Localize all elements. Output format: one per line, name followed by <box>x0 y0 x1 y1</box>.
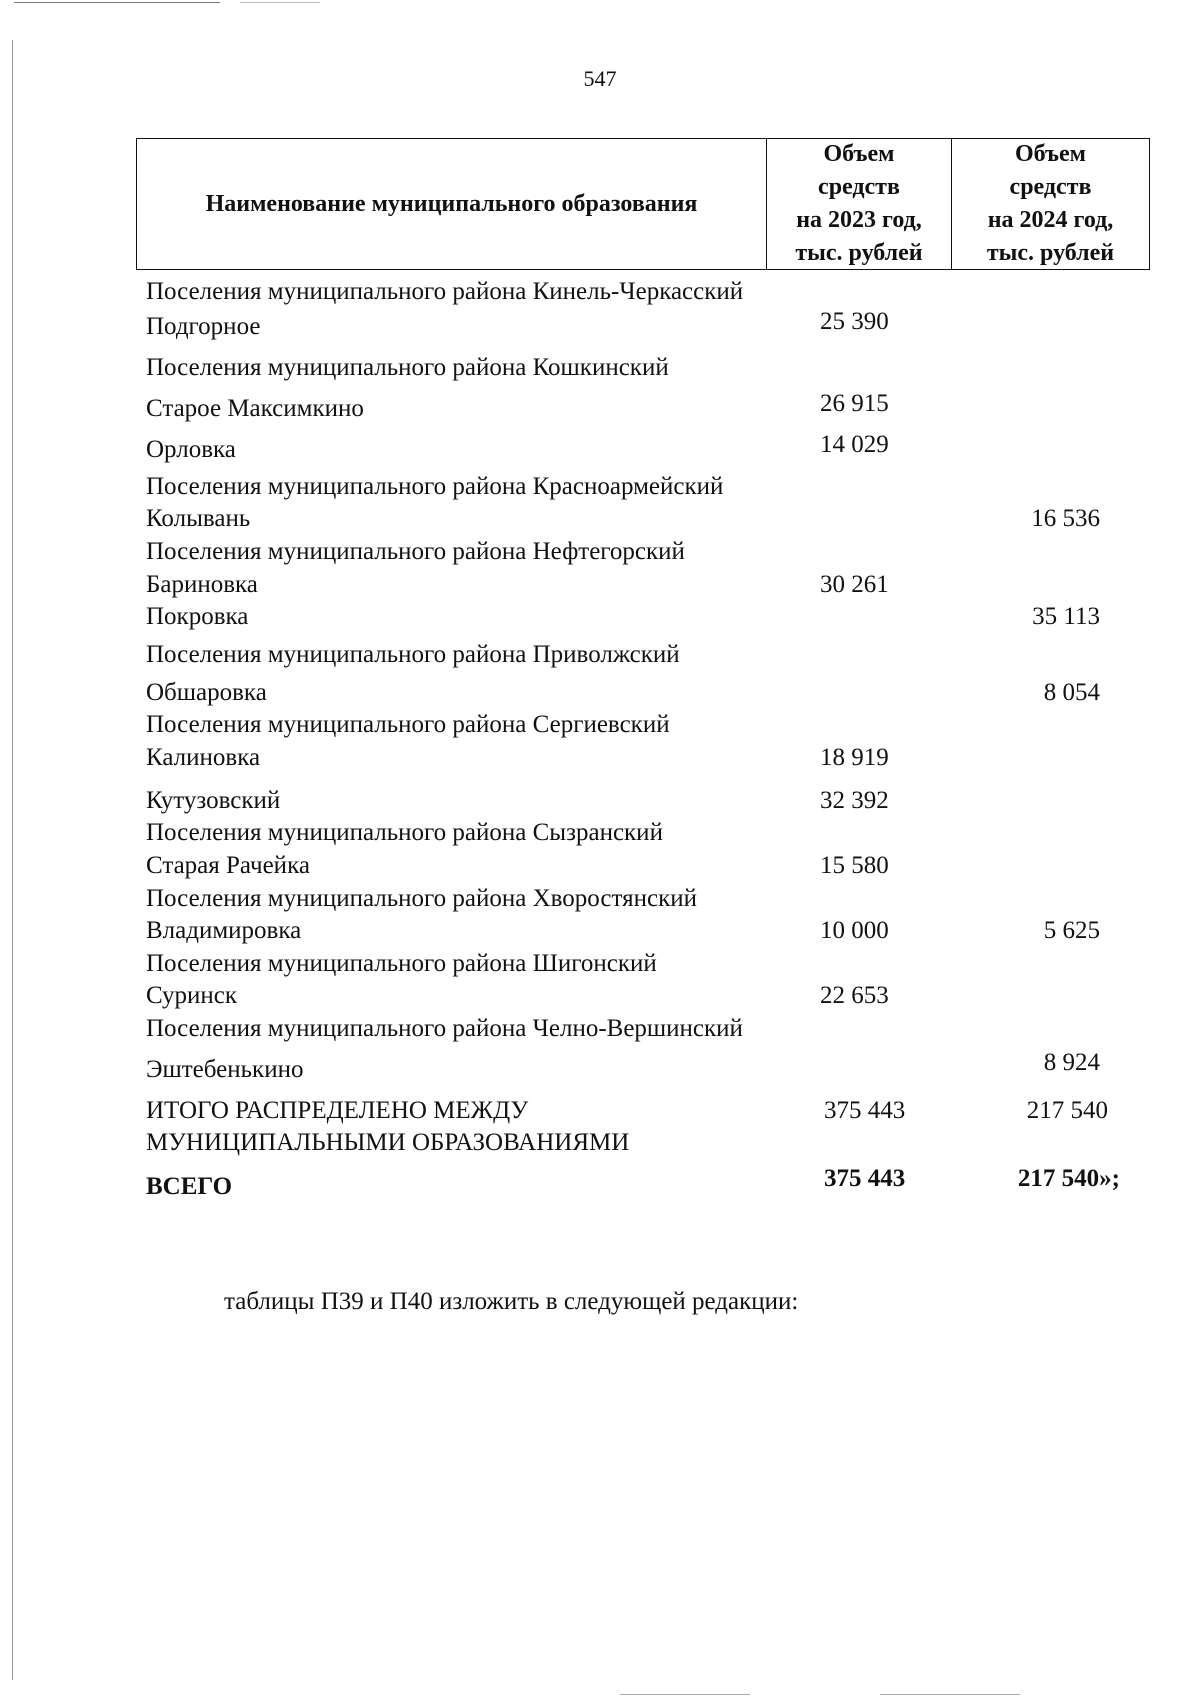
row-value-2023: 32 392 <box>820 787 889 814</box>
scan-artifact-line <box>620 1694 750 1695</box>
row-name: Орловка <box>146 436 236 463</box>
row-value-2023: 25 390 <box>820 308 889 335</box>
total-label: ВСЕГО <box>146 1173 233 1200</box>
header-2023-line: на 2023 год, <box>796 207 922 233</box>
header-2024-line: Объем <box>1014 141 1087 167</box>
header-name: Наименование муниципального образования <box>137 139 767 269</box>
subtotal-label-line2: МУНИЦИПАЛЬНЫМИ ОБРАЗОВАНИЯМИ <box>146 1129 630 1156</box>
row-value-2024: 16 536 <box>1031 505 1100 532</box>
row-name: Обшаровка <box>146 679 267 706</box>
subtotal-value-2024: 217 540 <box>1026 1097 1108 1124</box>
row-name: Подгорное <box>146 313 261 340</box>
row-value-2024: 8 924 <box>1043 1049 1100 1076</box>
row-value-2023: 18 919 <box>820 744 889 771</box>
header-2024 <box>952 139 1149 269</box>
row-name: Калиновка <box>146 744 261 771</box>
row-name: Поселения муниципального района Кошкинский <box>146 354 669 381</box>
row-name: Старое Максимкино <box>146 395 364 422</box>
row-name: Поселения муниципального района Сызранский <box>146 819 663 846</box>
row-value-2023: 15 580 <box>820 852 889 879</box>
row-name: Поселения муниципального района Хворостянский <box>146 885 698 912</box>
subtotal-label-line1: ИТОГО РАСПРЕДЕЛЕНО МЕЖДУ <box>146 1097 529 1124</box>
row-name: Поселения муниципального района Челно-Вершинский <box>146 1015 743 1042</box>
row-name: Поселения муниципального района Шигонский <box>146 950 657 977</box>
row-name: Старая Рачейка <box>146 852 310 879</box>
row-value-2023: 10 000 <box>820 917 889 944</box>
row-name: Владимировка <box>146 917 302 944</box>
header-2023 <box>767 139 952 269</box>
row-value-2024: 35 113 <box>1032 603 1100 630</box>
row-value-2024: 5 625 <box>1043 917 1100 944</box>
total-value-2024: 217 540»; <box>1017 1165 1120 1192</box>
row-name: Поселения муниципального района Приволжский <box>146 641 680 668</box>
header-2024-line: на 2024 год, <box>987 207 1114 233</box>
row-value-2023: 14 029 <box>820 431 889 458</box>
row-value-2023: 26 915 <box>820 390 889 417</box>
footer-instruction-text: таблицы П39 и П40 изложить в следующей редакции: <box>224 1288 799 1315</box>
row-name: Поселения муниципального района Нефтегорский <box>146 538 685 565</box>
row-name: Кутузовский <box>146 787 281 814</box>
row-name: Суринск <box>146 982 238 1009</box>
scan-artifact-line <box>240 2 320 3</box>
row-name: Эштебенькино <box>146 1056 304 1083</box>
header-2024-line: тыс. рублей <box>986 240 1115 266</box>
row-value-2023: 22 653 <box>820 982 889 1009</box>
scan-edge-line <box>12 40 13 1680</box>
row-name: Колывань <box>146 505 251 532</box>
header-2023-line: тыс. рублей <box>795 240 923 266</box>
header-2024-line: средств <box>1009 174 1092 200</box>
row-value-2024: 8 054 <box>1043 679 1100 706</box>
row-name: Бариновка <box>146 571 258 598</box>
row-name: Поселения муниципального района Красноармейский <box>146 473 724 500</box>
row-name: Покровка <box>146 603 249 630</box>
header-2023-line: Объем <box>823 141 895 167</box>
row-name: Поселения муниципального района Сергиевский <box>146 711 670 738</box>
table-header <box>136 138 1150 270</box>
scan-artifact-line <box>880 1694 1020 1695</box>
total-value-2023: 375 443 <box>824 1165 906 1192</box>
page-number: 547 <box>583 66 617 91</box>
row-name: Поселения муниципального района Кинель-Черкасский <box>146 278 744 305</box>
subtotal-value-2023: 375 443 <box>824 1097 906 1124</box>
header-2023-line: средств <box>818 174 900 200</box>
scan-artifact-line <box>14 2 220 3</box>
row-value-2023: 30 261 <box>820 571 889 598</box>
